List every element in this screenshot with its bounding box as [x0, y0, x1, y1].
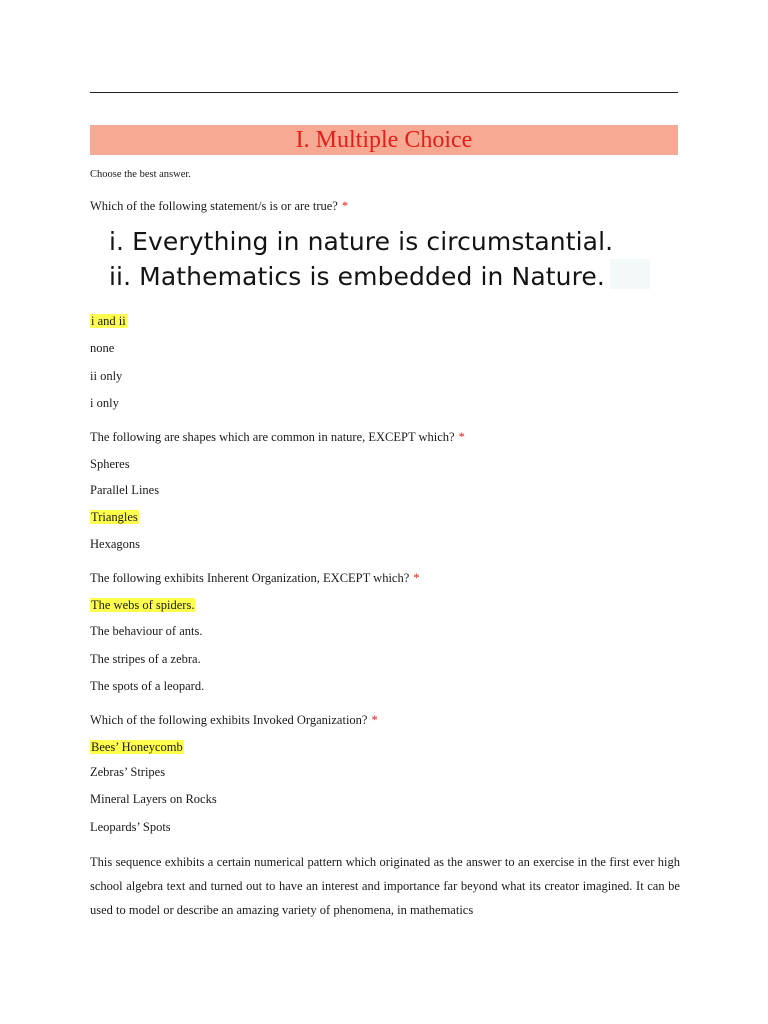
required-mark: * [458, 430, 465, 444]
question-3-text: The following exhibits Inherent Organization, EXCEPT which? [90, 571, 410, 585]
section-title: I. Multiple Choice [295, 127, 473, 153]
q3-option-2: The behaviour of ants. [90, 624, 203, 638]
q1-option-2: none [90, 341, 115, 355]
question-1-text: Which of the following statement/s is or are true? [90, 199, 338, 213]
q3-option-1 [90, 597, 195, 613]
question-3 [90, 570, 420, 586]
q2-option-1: Spheres [90, 457, 130, 471]
question-2-text: The following are shapes which are common in nature, EXCEPT which? [90, 430, 455, 444]
image-background-fragment [610, 259, 650, 289]
q1-option-1-label: i and ii [91, 314, 126, 328]
q2-option-3 [90, 509, 139, 525]
question-1 [90, 198, 348, 214]
q4-option-2: Zebras’ Stripes [90, 765, 166, 779]
q2-option-4: Hexagons [90, 537, 140, 551]
required-mark: * [371, 713, 378, 727]
statement-image [105, 223, 650, 303]
question-2 [90, 429, 465, 445]
statement-image-line-1: i. Everything in nature is circumstantial. [109, 227, 614, 256]
section-header [90, 125, 678, 155]
q4-option-1-label: Bees’ Honeycomb [91, 740, 183, 754]
question-4-text: Which of the following exhibits Invoked Organization? [90, 713, 368, 727]
body-paragraph: This sequence exhibits a certain numerical pattern which originated as the answer to an exercise in the first ever high school algebra text and turned out to have an interest and importance far beyond what its creator imagined. It can be used to model or describe an amazing variety of phenomena, in mathematics [90, 855, 680, 917]
question-4 [90, 712, 378, 728]
q1-option-3: ii only [90, 369, 123, 383]
q4-option-3: Mineral Layers on Rocks [90, 792, 217, 806]
statement-image-line-2: ii. Mathematics is embedded in Nature. [109, 262, 605, 291]
q2-option-2: Parallel Lines [90, 483, 160, 497]
q1-option-4: i only [90, 396, 119, 410]
q1-option-1 [90, 313, 127, 329]
q3-option-1-label: The webs of spiders. [91, 598, 195, 612]
q4-option-1 [90, 739, 184, 755]
q2-option-3-label: Triangles [91, 510, 138, 524]
q3-option-3: The stripes of a zebra. [90, 652, 201, 666]
required-mark: * [341, 199, 349, 213]
q4-option-4: Leopards’ Spots [90, 820, 171, 834]
required-mark: * [413, 571, 420, 585]
top-horizontal-rule [90, 92, 678, 93]
q3-option-4: The spots of a leopard. [90, 679, 205, 693]
instruction-text: Choose the best answer. [90, 169, 191, 180]
